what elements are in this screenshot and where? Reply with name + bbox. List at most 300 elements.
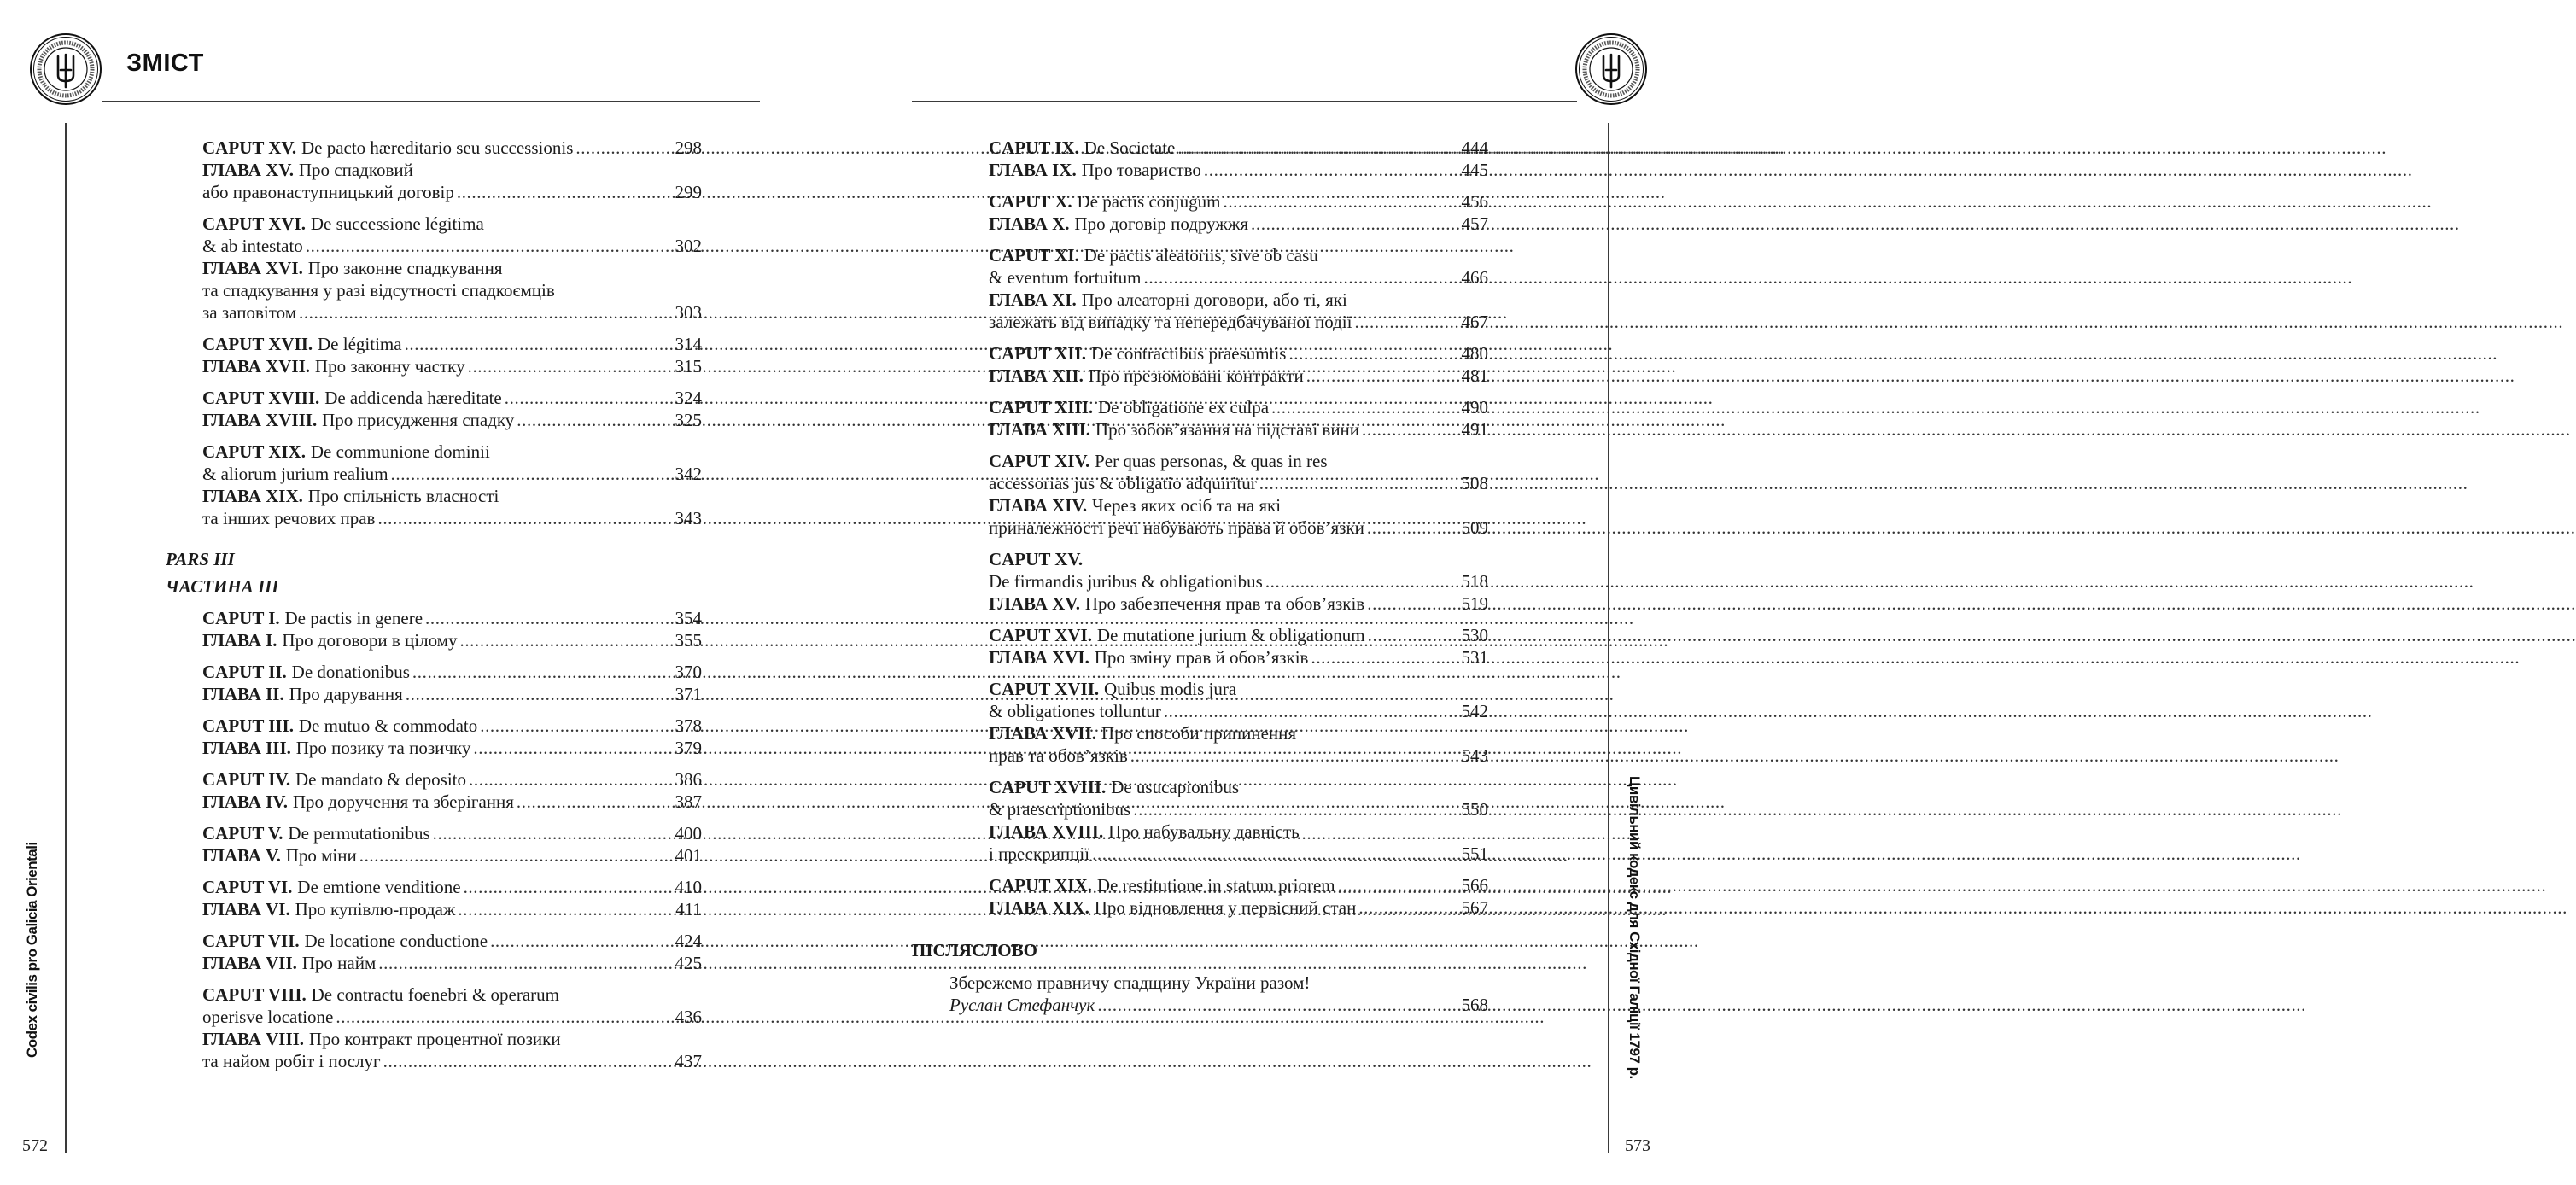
toc-line — [989, 190, 1488, 213]
page-ref: 437 — [675, 1051, 702, 1071]
page-ref: 542 — [1461, 701, 1488, 721]
toc-line — [202, 683, 702, 705]
toc-line — [989, 896, 1488, 919]
toc-entry — [202, 441, 702, 529]
page-ref: 386 — [675, 769, 702, 790]
dot-leader — [1365, 624, 1462, 646]
chapter-title: Про договір подружжя — [1074, 213, 1249, 234]
chapter-label: ГЛАВА IV. — [202, 791, 288, 812]
toc-line — [989, 517, 1488, 539]
dot-leader — [470, 737, 675, 759]
chapter-title: Про присудження спадку — [322, 410, 515, 430]
toc-entry — [202, 213, 702, 324]
toc-entry — [989, 548, 1488, 615]
dot-leader — [403, 683, 675, 705]
toc-line — [202, 409, 702, 431]
chapter-title: De addicenda hæreditate — [324, 388, 502, 408]
toc-line — [989, 548, 1488, 570]
chapter-title: прав та обов’язків — [989, 745, 1128, 766]
chapter-title: та інших речових прав — [202, 508, 376, 528]
chapter-label: CAPUT XVIII. — [989, 777, 1107, 797]
toc-line — [989, 213, 1488, 235]
chapter-title: De obligatione ex culpa — [1098, 397, 1270, 417]
chapter-label: ГЛАВА V. — [202, 845, 281, 866]
toc-line — [202, 159, 702, 181]
toc-line — [989, 624, 1488, 646]
chapter-title: Про зобов’язання на підставі вини — [1095, 419, 1360, 440]
chapter-title: De usucapionibus — [1111, 777, 1240, 797]
chapter-label: ГЛАВА VI. — [202, 899, 290, 919]
toc-line — [989, 494, 1488, 517]
page-ref: 325 — [675, 410, 702, 430]
toc-line — [202, 629, 702, 651]
toc-line — [989, 570, 1488, 592]
chapter-label: ГЛАВА XV. — [989, 593, 1080, 614]
toc-line — [989, 798, 1488, 820]
chapter-title: та найом робіт і послуг — [202, 1051, 381, 1071]
chapter-title: або правонаступницький договір — [202, 182, 454, 202]
toc-line — [989, 266, 1488, 289]
page-ref: 567 — [1461, 897, 1488, 918]
toc-line — [202, 715, 702, 737]
chapter-label: ГЛАВА III. — [202, 738, 291, 758]
page-ref: 378 — [675, 715, 702, 736]
chapter-label: CAPUT III. — [202, 715, 294, 736]
toc-line — [989, 311, 1488, 333]
chapter-title: De contractibus praesumtis — [1090, 343, 1287, 364]
chapter-title: De firmandis juribus & obligationibus — [989, 571, 1263, 592]
toc-entry — [202, 822, 702, 867]
toc-line — [202, 463, 702, 485]
toc-entry — [989, 190, 1488, 235]
toc-line — [202, 844, 702, 867]
toc-line — [989, 159, 1488, 181]
toc-line — [202, 952, 702, 974]
dot-leader — [514, 791, 675, 813]
page-ref: 508 — [1461, 473, 1488, 493]
dot-leader — [1175, 137, 1461, 159]
trident-icon — [58, 55, 73, 87]
chapter-label: ГЛАВА VIII. — [202, 1029, 305, 1049]
toc-entry — [202, 387, 702, 431]
chapter-title: приналежності речі набувають права й обов’язки — [989, 517, 1364, 538]
toc-line — [202, 507, 702, 529]
dot-leader — [402, 333, 675, 355]
chapter-title: Про законну частку — [314, 356, 465, 377]
dot-leader — [1130, 798, 1461, 820]
afterword-entry — [949, 972, 1488, 1016]
chapter-label: ГЛАВА I. — [202, 630, 277, 651]
toc-line — [989, 244, 1488, 266]
dot-leader — [333, 1006, 675, 1028]
dot-leader — [1286, 342, 1461, 365]
chapter-label: CAPUT XIII. — [989, 397, 1094, 417]
chapter-title: De légitima — [318, 334, 402, 354]
dot-leader — [376, 952, 675, 974]
chapter-title: De mutatione jurium & obligationum — [1096, 625, 1365, 645]
toc-line — [989, 396, 1488, 418]
toc-line — [202, 737, 702, 759]
chapter-label: CAPUT VIII. — [202, 984, 307, 1005]
chapter-label: CAPUT XVI. — [989, 625, 1092, 645]
dot-leader — [461, 876, 675, 898]
chapter-label: ГЛАВА XIX. — [989, 897, 1089, 918]
page-ref: 518 — [1461, 571, 1488, 592]
chapter-label: CAPUT XVII. — [989, 679, 1100, 699]
chapter-title: De Societate — [1084, 137, 1176, 158]
chapter-title: & obligationes tolluntur — [989, 701, 1161, 721]
chapter-title: Про позику та позичку — [295, 738, 471, 758]
toc-line — [202, 137, 702, 159]
chapter-title: Про найм — [301, 953, 377, 973]
toc-line — [989, 592, 1488, 615]
page-ref: 411 — [675, 899, 702, 919]
chapter-label: CAPUT V. — [202, 823, 283, 844]
page-ref: 370 — [675, 662, 702, 682]
chapter-title: De pactis in genere — [284, 608, 423, 628]
chapter-label: CAPUT XIX. — [202, 441, 306, 462]
page-ref: 530 — [1461, 625, 1488, 645]
chapter-title: & ab intestato — [202, 236, 303, 256]
running-title: Codex civilis pro Galicia Orientali — [24, 842, 40, 1059]
toc-entry — [202, 607, 702, 651]
toc-line — [989, 744, 1488, 767]
toc-line — [202, 485, 702, 507]
dot-leader — [1089, 843, 1461, 865]
dot-leader — [430, 822, 675, 844]
dot-leader — [1201, 159, 1462, 181]
toc-line — [202, 235, 702, 257]
chapter-title: Збережемо правничу спадщину України разом! — [949, 972, 1311, 993]
dot-leader — [423, 607, 675, 629]
toc-line — [202, 1050, 702, 1072]
toc-line — [202, 768, 702, 791]
chapter-title: Про презюмовані контракти — [1088, 365, 1304, 386]
chapter-label: ГЛАВА VII. — [202, 953, 297, 973]
dot-leader — [1308, 646, 1461, 668]
dot-leader — [296, 301, 675, 324]
page-ref: 566 — [1461, 875, 1488, 896]
chapter-label: CAPUT I. — [202, 608, 280, 628]
chapter-label: CAPUT XV. — [202, 137, 297, 158]
chapter-title: і прескрипції — [989, 844, 1090, 864]
chapter-title: accessorias jus & obligatio adquiritur — [989, 473, 1257, 493]
toc-entry — [989, 624, 1488, 668]
dot-leader — [488, 930, 675, 952]
toc-line — [989, 450, 1488, 472]
page-number: 572 — [22, 1136, 48, 1155]
dot-leader — [1248, 213, 1461, 235]
chapter-title: De pacto hæreditario seu successionis — [301, 137, 574, 158]
dot-leader — [1263, 570, 1462, 592]
page-ref: 387 — [675, 791, 702, 812]
afterword-title: ПІСЛЯСЛОВО — [912, 940, 1037, 960]
dot-leader — [303, 235, 675, 257]
chapter-title: та спадкування у разі відсутності спадкоємців — [202, 280, 555, 301]
chapter-label: CAPUT XII. — [989, 343, 1086, 364]
dot-leader — [457, 629, 675, 651]
page-ref: 379 — [675, 738, 702, 758]
toc-entry — [989, 874, 1488, 919]
toc-entry — [989, 396, 1488, 441]
chapter-label: CAPUT XVIII. — [202, 388, 320, 408]
dot-leader — [1335, 874, 1462, 896]
toc-line — [202, 607, 702, 629]
page-ref: 302 — [675, 236, 702, 256]
toc-entry — [989, 137, 1488, 181]
chapter-label: CAPUT IV. — [202, 769, 291, 790]
page-title: ЗМІСТ — [126, 50, 204, 77]
toc-entry — [202, 768, 702, 813]
chapter-title: De emtione venditione — [297, 877, 461, 897]
page-ref: 550 — [1461, 799, 1488, 820]
seal-logo — [29, 32, 102, 106]
dot-leader — [477, 715, 675, 737]
page-ref: 509 — [1461, 517, 1488, 538]
part-heading: PARS III — [166, 549, 235, 569]
toc-entry — [202, 333, 702, 377]
page-ref: 424 — [675, 931, 702, 951]
toc-line — [202, 930, 702, 952]
dot-leader — [357, 844, 675, 867]
toc-line — [989, 289, 1488, 311]
toc-line — [989, 418, 1488, 441]
toc-entry — [202, 661, 702, 705]
page-ref: 444 — [1461, 137, 1488, 158]
chapter-title: De locatione conductione — [304, 931, 488, 951]
chapter-label: ГЛАВА XIX. — [202, 486, 303, 506]
chapter-label: CAPUT X. — [989, 191, 1072, 212]
toc-entry — [202, 876, 702, 920]
toc-line — [989, 776, 1488, 798]
chapter-title: De mandato & deposito — [295, 769, 467, 790]
page-ref: 299 — [675, 182, 702, 202]
chapter-title: Per quas personas, & quas in res — [1095, 451, 1328, 471]
dot-leader — [1364, 517, 1462, 539]
toc-line — [989, 646, 1488, 668]
chapter-title: De permutationibus — [288, 823, 430, 844]
toc-line — [202, 213, 702, 235]
dot-leader — [1141, 266, 1461, 289]
chapter-label: ГЛАВА XIII. — [989, 419, 1091, 440]
chapter-label: ГЛАВА X. — [989, 213, 1070, 234]
chapter-label: ГЛАВА XVIII. — [989, 821, 1104, 842]
dot-leader — [410, 661, 675, 683]
page-ref: 480 — [1461, 343, 1488, 364]
dot-leader — [514, 409, 675, 431]
toc-line — [202, 257, 702, 279]
page-ref: 466 — [1461, 267, 1488, 288]
chapter-label: ГЛАВА XI. — [989, 289, 1077, 310]
toc-line — [949, 994, 1488, 1016]
toc-line — [989, 820, 1488, 843]
toc-entry — [989, 450, 1488, 539]
chapter-label: CAPUT II. — [202, 662, 287, 682]
margin-rule — [65, 123, 67, 1153]
chapter-label: ГЛАВА XVII. — [202, 356, 311, 377]
page-ref: 314 — [675, 334, 702, 354]
dot-leader — [465, 355, 675, 377]
dot-leader — [454, 181, 675, 203]
chapter-title: Про забезпечення прав та обов’язків — [1084, 593, 1365, 614]
chapter-label: CAPUT XVII. — [202, 334, 313, 354]
chapter-title: De successione légitima — [310, 213, 484, 234]
page-ref: 324 — [675, 388, 702, 408]
chapter-title: De pactis aleatoriis, sive ob casu — [1084, 245, 1318, 266]
chapter-title: De pactis conjugum — [1077, 191, 1221, 212]
toc-line — [989, 137, 1488, 159]
toc-line — [202, 181, 702, 203]
toc-line — [202, 355, 702, 377]
chapter-title: Про доручення та зберігання — [292, 791, 514, 812]
toc-entry — [202, 137, 702, 203]
toc-line — [989, 874, 1488, 896]
chapter-label: ГЛАВА XVII. — [989, 723, 1097, 744]
toc-line — [202, 984, 702, 1006]
dot-leader — [388, 463, 675, 485]
chapter-label: CAPUT XV. — [989, 549, 1084, 569]
toc-line — [202, 876, 702, 898]
seal-logo — [1574, 32, 1648, 106]
chapter-label: CAPUT XIX. — [989, 875, 1092, 896]
chapter-label: CAPUT XIV. — [989, 451, 1090, 471]
page-ref: 457 — [1461, 213, 1488, 234]
toc-line — [989, 700, 1488, 722]
page-ref: 343 — [675, 508, 702, 528]
chapter-title: De contractu foenebri & operarum — [311, 984, 560, 1005]
chapter-label: CAPUT VI. — [202, 877, 293, 897]
chapter-label: CAPUT XVI. — [202, 213, 306, 234]
dot-leader — [573, 137, 675, 159]
chapter-title: Про купівлю-продаж — [295, 899, 456, 919]
dot-leader — [1364, 592, 1461, 615]
dot-leader — [466, 768, 675, 791]
toc-column-right — [912, 137, 1488, 1016]
page-ref: 445 — [1461, 160, 1488, 180]
toc-line — [202, 1028, 702, 1050]
toc-entry — [202, 984, 702, 1072]
toc-line — [989, 472, 1488, 494]
header-rule — [102, 101, 760, 102]
toc-line — [202, 333, 702, 355]
chapter-label: ГЛАВА XV. — [202, 160, 294, 180]
chapter-title: Про дарування — [289, 684, 403, 704]
chapter-title: Quibus modis jura — [1104, 679, 1237, 699]
chapter-label: ГЛАВА XVI. — [202, 258, 303, 278]
toc-line — [202, 661, 702, 683]
page-ref: 371 — [675, 684, 702, 704]
chapter-title: Про законне спадкування — [307, 258, 503, 278]
page-ref: 401 — [675, 845, 702, 866]
chapter-title: Руслан Стефанчук — [949, 995, 1095, 1015]
chapter-title: за заповітом — [202, 302, 296, 323]
toc-line — [202, 387, 702, 409]
chapter-title: Про договори в цілому — [282, 630, 458, 651]
dot-leader — [1095, 994, 1461, 1016]
page-number: 573 — [1625, 1136, 1650, 1155]
page-ref: 531 — [1461, 647, 1488, 668]
page-ref: 315 — [675, 356, 702, 377]
toc-entry — [989, 342, 1488, 387]
page-ref: 400 — [675, 823, 702, 844]
toc-line — [202, 898, 702, 920]
page-ref: 355 — [675, 630, 702, 651]
toc-entry — [989, 678, 1488, 767]
chapter-label: ГЛАВА XVI. — [989, 647, 1089, 668]
part-heading: ЧАСТИНА III — [166, 576, 279, 597]
chapter-title: Про контракт процентної позики — [308, 1029, 561, 1049]
chapter-label: CAPUT VII. — [202, 931, 300, 951]
chapter-title: De restitutione in statum priorem — [1096, 875, 1335, 896]
dot-leader — [1359, 418, 1461, 441]
chapter-title: & praescriptionibus — [989, 799, 1131, 820]
chapter-title: Про товариство — [1081, 160, 1201, 180]
trident-icon — [1603, 55, 1619, 87]
chapter-title: De donationibus — [291, 662, 410, 682]
toc-entry — [989, 776, 1488, 865]
page-ref: 298 — [675, 137, 702, 158]
dot-leader — [1220, 190, 1461, 213]
dot-leader — [1304, 365, 1462, 387]
toc-line — [202, 822, 702, 844]
dot-leader — [502, 387, 675, 409]
chapter-title: Через яких осіб та на які — [1092, 495, 1282, 516]
chapter-label: ГЛАВА XIV. — [989, 495, 1088, 516]
dot-leader — [455, 898, 675, 920]
chapter-label: ГЛАВА XVIII. — [202, 410, 318, 430]
chapter-label: ГЛАВА IX. — [989, 160, 1077, 180]
dot-leader — [1269, 396, 1461, 418]
page-ref: 490 — [1461, 397, 1488, 417]
chapter-title: De mutuo & commodato — [298, 715, 478, 736]
afterword-section — [912, 939, 1488, 1016]
header-rule — [912, 101, 1577, 102]
page-ref: 410 — [675, 877, 702, 897]
toc-column-left — [166, 137, 702, 1072]
dot-leader — [381, 1050, 675, 1072]
running-title: Цивільний кодекс для Східної Галіції 1797 р. — [1627, 775, 1643, 1079]
page-ref: 519 — [1461, 593, 1488, 614]
toc-line — [989, 722, 1488, 744]
toc-line — [202, 279, 702, 301]
chapter-label: CAPUT IX. — [989, 137, 1079, 158]
dot-leader — [1257, 472, 1462, 494]
chapter-title: Про міни — [285, 845, 357, 866]
toc-line — [989, 843, 1488, 865]
chapter-title: Про спільність власності — [307, 486, 499, 506]
page-ref: 568 — [1461, 995, 1488, 1015]
toc-line — [202, 301, 702, 324]
toc-line — [202, 1006, 702, 1028]
page-ref: 436 — [675, 1007, 702, 1027]
toc-line — [202, 791, 702, 813]
chapter-title: Про набувальну давність — [1108, 821, 1300, 842]
dot-leader — [1161, 700, 1462, 722]
toc-line — [989, 342, 1488, 365]
dot-leader — [1356, 896, 1461, 919]
chapter-title: & eventum fortuitum — [989, 267, 1142, 288]
toc-line — [989, 365, 1488, 387]
chapter-label: CAPUT XI. — [989, 245, 1079, 266]
page-ref: 303 — [675, 302, 702, 323]
page-ref: 342 — [675, 464, 702, 484]
chapter-label: ГЛАВА II. — [202, 684, 284, 704]
page-ref: 456 — [1461, 191, 1488, 212]
chapter-title: operisve locatione — [202, 1007, 334, 1027]
chapter-title: Про відновлення у первісний стан — [1094, 897, 1357, 918]
page-ref: 481 — [1461, 365, 1488, 386]
chapter-title: De communione dominii — [310, 441, 490, 462]
